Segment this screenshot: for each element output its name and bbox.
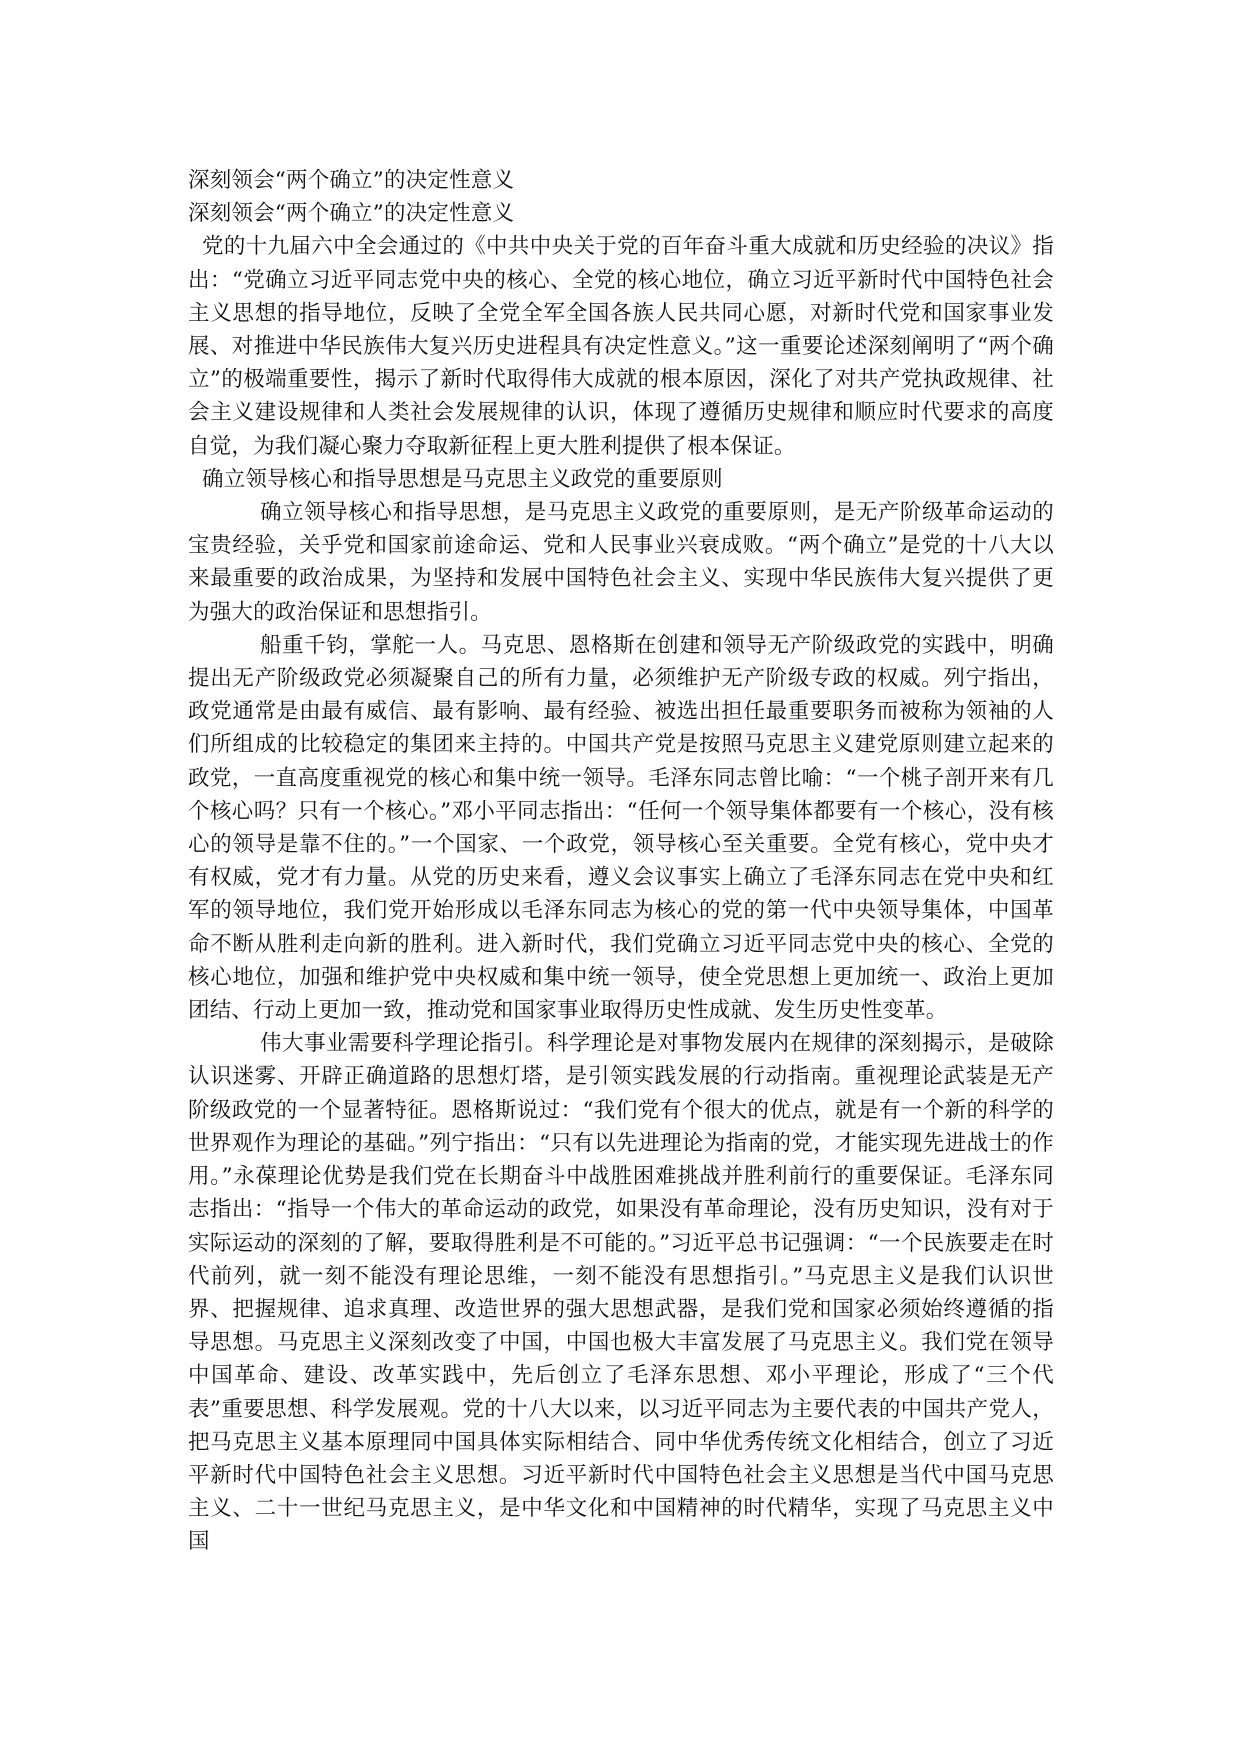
body-paragraph: 确立领导核心和指导思想，是马克思主义政党的重要原则，是无产阶级革命运动的宝贵经验，关乎党和国家前途命运、党和人民事业兴衰成败。“两个确立”是党的十八大以来最重要的政治成果，为坚持和发展中国特色社会主义、实现中华民族伟大复兴提供了更为强大的政治保证和思想指引。 <box>188 500 1054 625</box>
body-paragraph: 伟大事业需要科学理论指引。科学理论是对事物发展内在规律的深刻揭示，是破除认识迷雾、开辟正确道路的思想灯塔，是引领实践发展的行动指南。重视理论武装是无产阶级政党的一个显著特征。恩格斯说过：“我们党有个很大的优点，就是有一个新的科学的世界观作为理论的基础。”列宁指出：“只有以先进理论为指南的党，才能实现先进战士的作用。”永葆理论优势是我们党在长期奋斗中战胜困难挑战并胜利前行的重要保证。毛泽东同志指出：“指导一个伟大的革命运动的政党，如果没有革命理论，没有历史知识，没有对于实际运动的深刻的了解，要取得胜利是不可能的。”习近平总书记强调：“一个民族要走在时代前列，就一刻不能没有理论思维，一刻不能没有思想指引。”马克思主义是我们认识世界、把握规律、追求真理、改造世界的强大思想武器，是我们党和国家必须始终遵循的指导思想。马克思主义深刻改变了中国，中国也极大丰富发展了马克思主义。我们党在领导中国革命、建设、改革实践中，先后创立了毛泽东思想、邓小平理论，形成了“三个代表”重要思想、科学发展观。党的十八大以来，以习近平同志为主要代表的中国共产党人，把马克思主义基本原理同中国具体实际相结合、同中华优秀传统文化相结合，创立了习近平新时代中国特色社会主义思想。习近平新时代中国特色社会主义思想是当代中国马克思主义、二十一世纪马克思主义，是中华文化和中国精神的时代精华，实现了马克思主义中国 <box>188 1031 1054 1555</box>
body-paragraph: 船重千钧，掌舵一人。马克思、恩格斯在创建和领导无产阶级政党的实践中，明确提出无产阶级政党必须凝聚自己的所有力量，必须维护无产阶级专政的权威。列宁指出，政党通常是由最有威信、最有影响、最有经验、被选出担任最重要职务而被称为领袖的人们所组成的比较稳定的集团来主持的。中国共产党是按照马克思主义建党原则建立起来的政党，一直高度重视党的核心和集中统一领导。毛泽东同志曾比喻：“一个桃子剖开来有几个核心吗？只有一个核心。”邓小平同志指出：“任何一个领导集体都要有一个核心，没有核心的领导是靠不住的。”一个国家、一个政党，领导核心至关重要。全党有核心，党中央才有权威，党才有力量。从党的历史来看，遵义会议事实上确立了毛泽东同志在党中央和红军的领导地位，我们党开始形成以毛泽东同志为核心的党的第一代中央领导集体，中国革命不断从胜利走向新的胜利。进入新时代，我们党确立习近平同志党中央的核心、全党的核心地位，加强和维护党中央权威和集中统一领导，使全党思想上更加统一、政治上更加团结、行动上更加一致，推动党和国家事业取得历史性成就、发生历史性变革。 <box>188 632 1054 1024</box>
section-heading: 确立领导核心和指导思想是马克思主义政党的重要原则 <box>202 466 723 492</box>
document-body <box>188 164 1054 1559</box>
document-title: 深刻领会“两个确立”的决定性意义 <box>188 168 515 193</box>
document-title-repeat: 深刻领会“两个确立”的决定性意义 <box>188 201 515 227</box>
intro-paragraph: 党的十九届六中全会通过的《中共中央关于党的百年奋斗重大成就和历史经验的决议》指出：“党确立习近平同志党中央的核心、全党的核心地位，确立习近平新时代中国特色社会主义思想的指导地位，反映了全党全军全国各族人民共同心愿，对新时代党和国家事业发展、对推进中华民族伟大复兴历史进程具有决定性意义。”这一重要论述深刻阐明了“两个确立”的极端重要性，揭示了新时代取得伟大成就的根本原因，深化了对共产党执政规律、社会主义建设规律和人类社会发展规律的认识，体现了遵循历史规律和顺应时代要求的高度自觉，为我们凝心聚力夺取新征程上更大胜利提供了根本保证。 <box>188 234 1054 459</box>
